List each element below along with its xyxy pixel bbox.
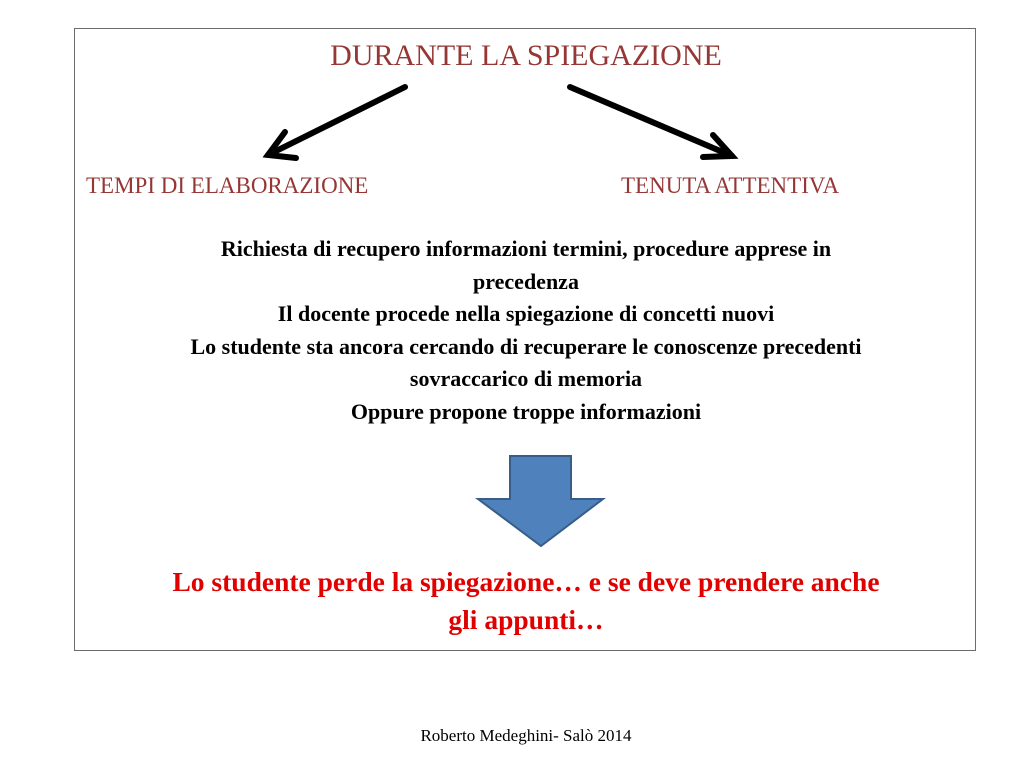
slide-title: DURANTE LA SPIEGAZIONE	[330, 39, 722, 72]
body-line: sovraccarico di memoria	[409, 366, 643, 391]
body-line: Lo studente sta ancora cercando di recuperare le conoscenze precedenti	[190, 333, 862, 359]
conclusion-line: gli appunti…	[448, 604, 604, 635]
branch-label-tenuta-attentiva: TENUTA ATTENTIVA	[621, 173, 840, 198]
slide-footer: Roberto Medeghini- Salò 2014	[420, 726, 632, 745]
conclusion-text	[74, 563, 978, 639]
branch-label-tempi-di-elaborazione: TEMPI DI ELABORAZIONE	[86, 173, 369, 198]
body-line: Oppure propone troppe informazioni	[350, 398, 702, 424]
body-line: Richiesta di recupero informazioni termini, procedure apprese in	[220, 236, 832, 261]
body-line: Il docente procede nella spiegazione di concetti nuovi	[277, 301, 775, 326]
conclusion-line: Lo studente perde la spiegazione… e se deve prendere anche	[172, 566, 880, 597]
explanation-text	[74, 233, 978, 428]
body-line: precedenza	[473, 268, 579, 294]
